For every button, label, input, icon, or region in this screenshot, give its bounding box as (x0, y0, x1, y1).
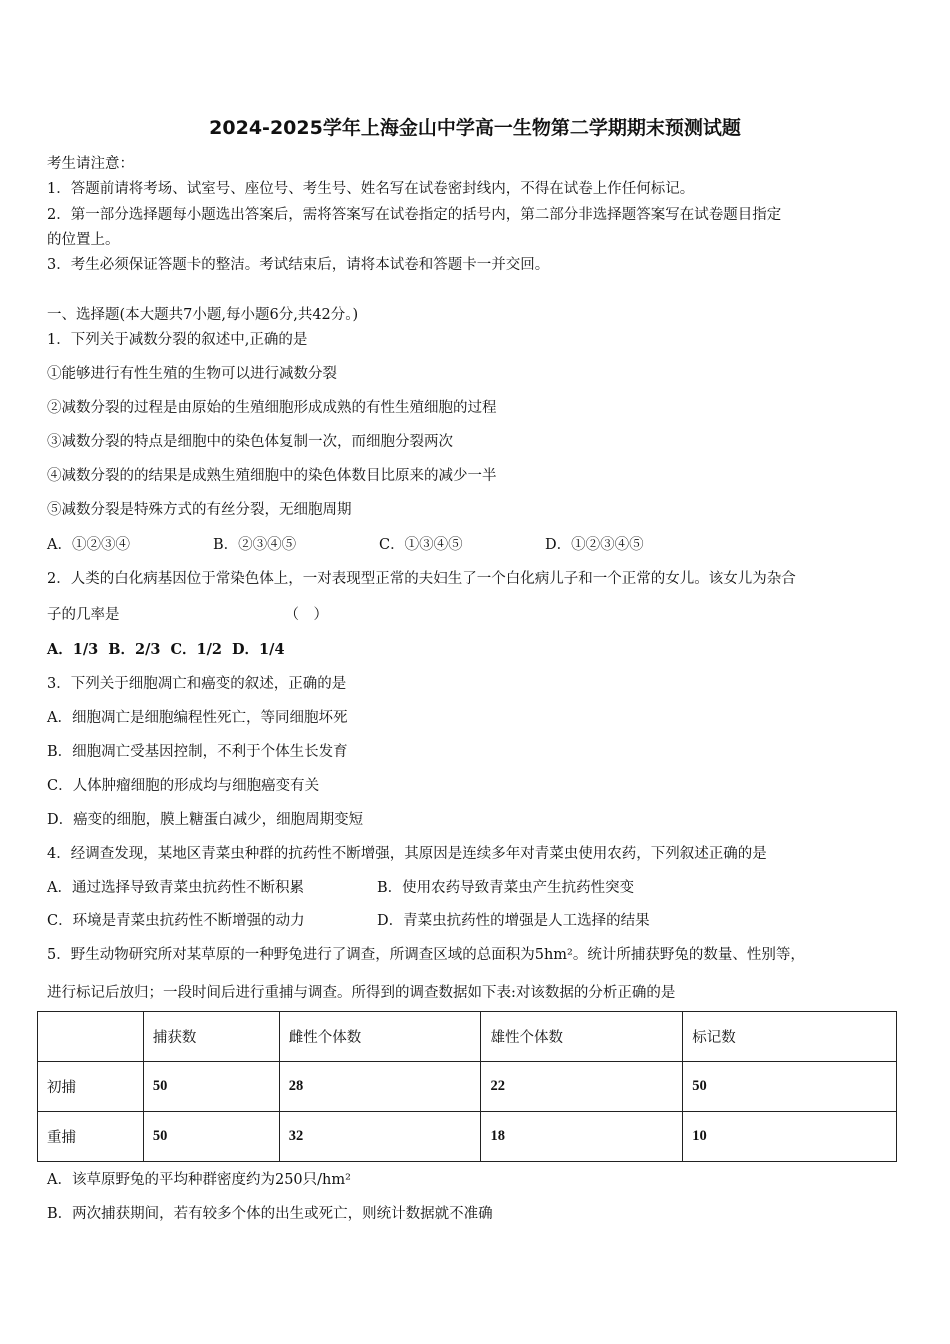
q1-options (47, 533, 711, 554)
table-row (38, 1062, 897, 1112)
q3-option-d: D．癌变的细胞，膜上糖蛋白减少，细胞周期变短 (47, 812, 364, 828)
q1-option-b: B．②③④⑤ (213, 537, 297, 553)
q4-option-c: C．环境是青菜虫抗药性不断增强的动力 (47, 913, 305, 929)
q4-option-a: A．通过选择导致青菜虫抗药性不断积累 (47, 880, 304, 896)
q5-stem-line-2: 进行标记后放归；一段时间后进行重捕与调查。所得到的调查数据如下表:对该数据的分析正确的是 (47, 985, 676, 1001)
table-row (38, 1112, 897, 1162)
table-cell: 50 (683, 1062, 897, 1112)
capture-data-table (37, 1011, 897, 1162)
q3-stem: 3．下列关于细胞凋亡和癌变的叙述，正确的是 (47, 676, 347, 692)
notice-heading: 考生请注意： (47, 156, 134, 172)
q2-option-c: C．1/2 (170, 641, 222, 658)
table-cell: 22 (481, 1062, 683, 1112)
table-cell: 50 (143, 1112, 279, 1162)
q1-statement-1: ①能够进行有性生殖的生物可以进行减数分裂 (47, 366, 337, 382)
table-row-label: 重捕 (38, 1112, 144, 1162)
table-header-cell: 雄性个体数 (481, 1012, 683, 1062)
notice-item-1: 1．答题前请将考场、试室号、座位号、考生号、姓名写在试卷密封线内，不得在试卷上作任何标记。 (47, 181, 695, 197)
table-cell: 28 (279, 1062, 481, 1112)
q4-options-row-2 (47, 909, 707, 930)
q4-options-row-1 (47, 876, 707, 897)
q3-option-b: B．细胞凋亡受基因控制，不利于个体生长发育 (47, 744, 348, 760)
q5-option-a: A．该草原野兔的平均种群密度约为250只/hm² (47, 1172, 351, 1188)
q1-statement-5: ⑤减数分裂是特殊方式的有丝分裂，无细胞周期 (47, 502, 352, 518)
q1-stem: 1．下列关于减数分裂的叙述中,正确的是 (47, 332, 308, 348)
q4-stem: 4．经调查发现，某地区青菜虫种群的抗药性不断增强，其原因是连续多年对青菜虫使用农药，下列叙述正确的是 (47, 846, 767, 862)
table-header-cell: 雌性个体数 (279, 1012, 481, 1062)
q2-option-d: D．1/4 (231, 641, 285, 658)
page-title: 2024-2025学年上海金山中学高一生物第二学期期末预测试题 (209, 117, 741, 139)
section-heading: 一、选择题(本大题共7小题,每小题6分,共42分。) (47, 307, 359, 323)
table-header-cell: 标记数 (683, 1012, 897, 1062)
table-cell: 32 (279, 1112, 481, 1162)
q5-option-b: B．两次捕获期间，若有较多个体的出生或死亡，则统计数据就不准确 (47, 1206, 493, 1222)
q3-option-c: C．人体肿瘤细胞的形成均与细胞癌变有关 (47, 778, 320, 794)
q2-options (47, 638, 295, 659)
table-cell: 10 (683, 1112, 897, 1162)
q4-option-d: D．青菜虫抗药性的增强是人工选择的结果 (377, 913, 650, 929)
q2-option-b: B．2/3 (108, 641, 161, 658)
table-cell: 18 (481, 1112, 683, 1162)
notice-item-2-cont: 的位置上。 (47, 232, 120, 248)
q4-option-b: B．使用农药导致青菜虫产生抗药性突变 (377, 880, 635, 896)
q1-option-d: D．①②③④⑤ (545, 537, 644, 553)
table-row-label: 初捕 (38, 1062, 144, 1112)
q2-stem-line-1: 2．人类的白化病基因位于常染色体上，一对表现型正常的夫妇生了一个白化病儿子和一个正常的女儿。该女儿为杂合 (47, 571, 796, 587)
q1-option-a: A．①②③④ (47, 537, 130, 553)
table-header-cell: 捕获数 (143, 1012, 279, 1062)
q2-option-a: A．1/3 (47, 641, 99, 658)
table-cell: 50 (143, 1062, 279, 1112)
q1-statement-3: ③减数分裂的特点是细胞中的染色体复制一次，而细胞分裂两次 (47, 434, 453, 450)
q5-stem-line-1: 5．野生动物研究所对某草原的一种野兔进行了调查，所调查区域的总面积为5hm²。统计所捕获野兔的数量、性别等， (47, 947, 805, 963)
table-header-cell (38, 1012, 144, 1062)
q2-stem-text: 子的几率是 (47, 607, 120, 623)
notice-item-2: 2．第一部分选择题每小题选出答案后，需将答案写在试卷指定的括号内，第二部分非选择题答案写在试卷题目指定 (47, 207, 782, 223)
q1-statement-2: ②减数分裂的过程是由原始的生殖细胞形成成熟的有性生殖细胞的过程 (47, 400, 497, 416)
q2-bracket: （ ） (284, 607, 328, 623)
q3-option-a: A．细胞凋亡是细胞编程性死亡，等同细胞坏死 (47, 710, 348, 726)
q2-stem-line-2 (47, 603, 328, 624)
q1-option-c: C．①③④⑤ (379, 537, 463, 553)
table-header-row (38, 1012, 897, 1062)
notice-item-3: 3．考生必须保证答题卡的整洁。考试结束后，请将本试卷和答题卡一并交回。 (47, 257, 550, 273)
q1-statement-4: ④减数分裂的的结果是成熟生殖细胞中的染色体数目比原来的减少一半 (47, 468, 497, 484)
